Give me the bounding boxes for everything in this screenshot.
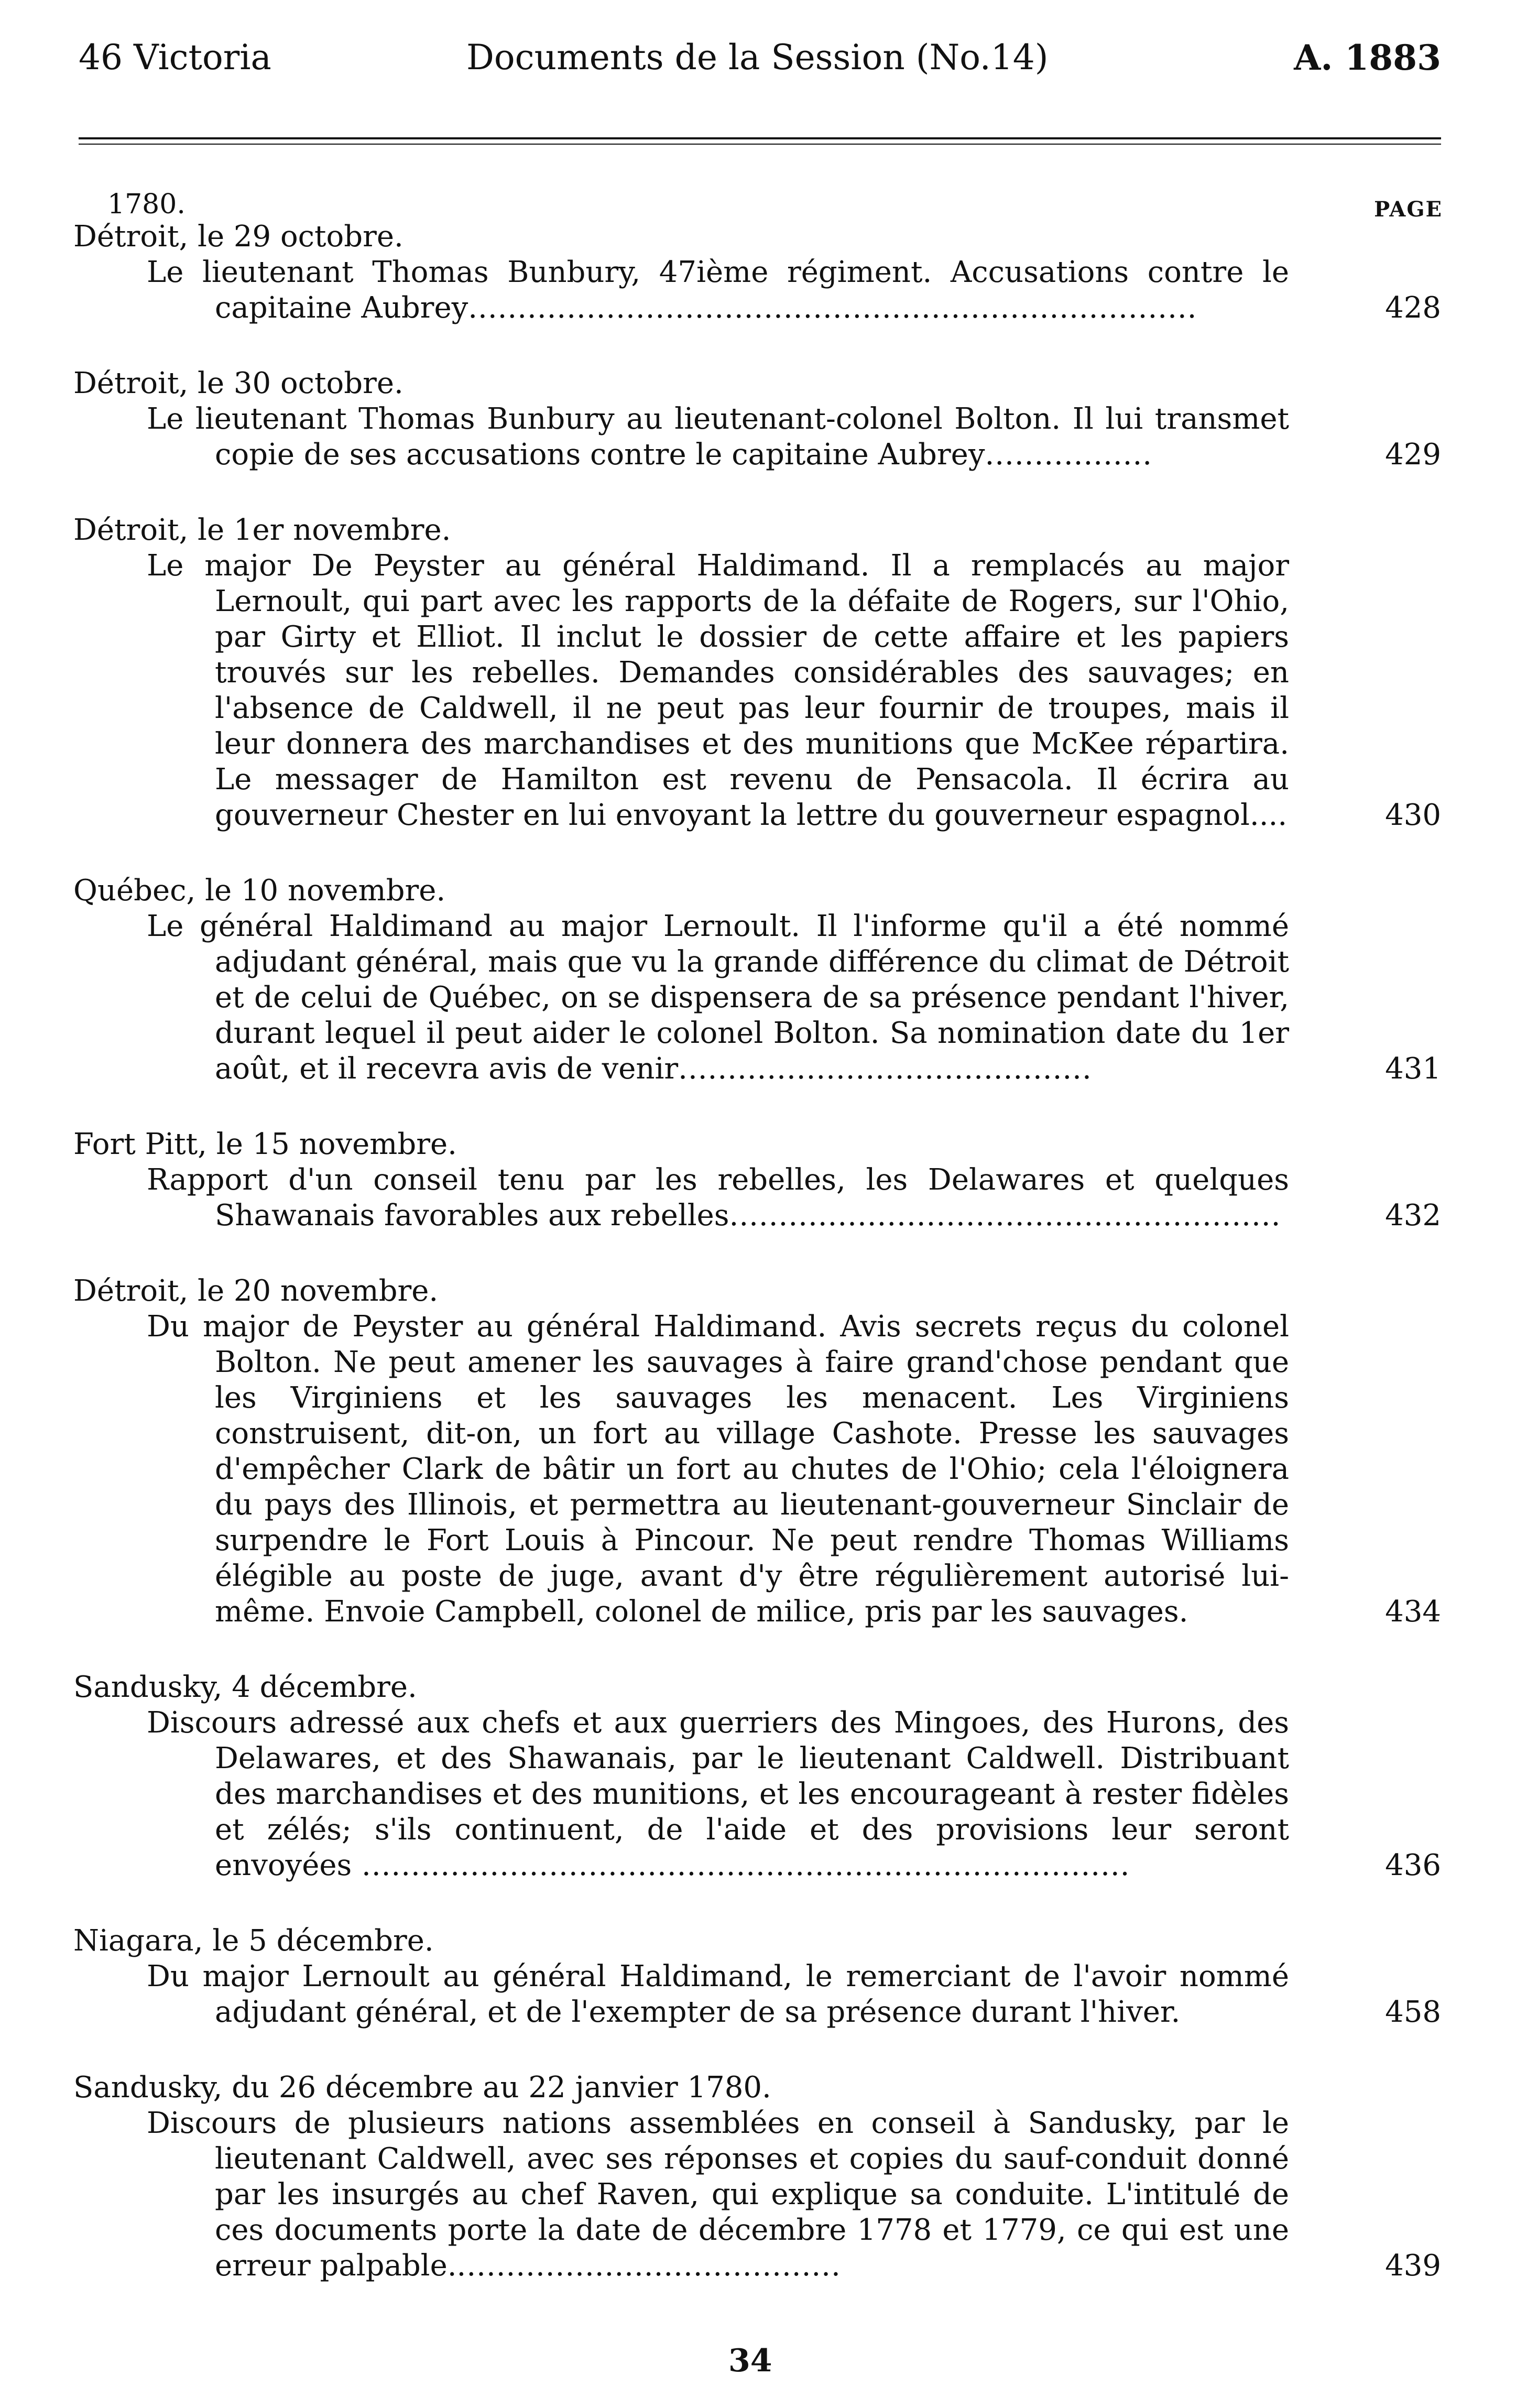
running-header — [79, 26, 1441, 89]
entry-description — [73, 1162, 1441, 1234]
entry-page-number: 428 — [1385, 291, 1441, 325]
header-rule — [79, 137, 1441, 139]
page-folio: 34 — [728, 2342, 772, 2379]
section-year: 1780. — [107, 189, 186, 220]
page-column-label: PAGE — [1374, 197, 1443, 222]
leader-dots: .......................................................................... — [468, 291, 1197, 325]
entry-description — [73, 909, 1441, 1087]
entry-page-number: 429 — [1385, 438, 1441, 472]
list-item — [73, 219, 1441, 326]
entry-page-number: 431 — [1385, 1052, 1441, 1086]
header-year: A. 1883 — [1294, 37, 1441, 78]
entry-place-date: Détroit, le 1er novembre. — [73, 513, 451, 547]
entry-description — [73, 1309, 1441, 1630]
entry-place-date: Sandusky, du 26 décembre au 22 janvier 1780. — [73, 2071, 771, 2105]
entry-text: Du major Lernoult au général Haldimand, le remerciant de l'avoir nommé adjudant général, et de l'exempter de sa présence durant l'hiver. — [147, 1959, 1289, 2029]
list-item — [73, 873, 1441, 1087]
entry-place-date: Québec, le 10 novembre. — [73, 874, 446, 908]
entry-place-date: Sandusky, 4 décembre. — [73, 1670, 417, 1704]
entry-text: Discours adressé aux chefs et aux guerriers des Mingoes, des Hurons, des Delawares, et des Shawanais, par le lieutenant Caldwell. Distribuant des marchandises et des munitions, et les encourageant à rester fidèles et zélés; s'ils continuent, de l'aide et des provisions leur seront envoyées — [147, 1706, 1289, 1882]
entry-place-date: Niagara, le 5 décembre. — [73, 1924, 434, 1958]
leader-dots: .......................................... — [678, 1052, 1092, 1086]
entry-text: Rapport d'un conseil tenu par les rebelles, les Delawares et quelques Shawanais favorables aux rebelles — [147, 1163, 1289, 1233]
leader-dots: .............................................................................. — [352, 1848, 1130, 1882]
entry-place-date: Détroit, le 29 octobre. — [73, 220, 403, 254]
entry-description — [73, 401, 1441, 473]
list-item — [73, 513, 1441, 833]
entry-text: Le général Haldimand au major Lernoult. Il l'informe qu'il a été nommé adjudant général, mais que vu la grande différence du climat de Détroit et de celui de Québec, on se dispensera de sa présence pendant l'hiver, durant lequel il peut aider le colonel Bolton. Sa nomination date du 1er août, et il recevra avis de venir — [147, 909, 1289, 1086]
header-title: Documents de la Session (No.14) — [466, 37, 1049, 78]
entry-description — [73, 255, 1441, 326]
list-item — [73, 1127, 1441, 1234]
entry-description — [73, 2106, 1441, 2284]
entry-description — [73, 1959, 1441, 2030]
entry-text: Le lieutenant Thomas Bunbury, 47ième régiment. Accusations contre le capitaine Aubrey — [147, 255, 1289, 325]
entry-page-number: 439 — [1385, 2249, 1441, 2283]
entries-list — [73, 219, 1441, 2284]
entry-page-number: 432 — [1385, 1198, 1441, 1233]
entry-place-date: Fort Pitt, le 15 novembre. — [73, 1127, 457, 1161]
entry-text: Le lieutenant Thomas Bunbury au lieutenant-colonel Bolton. Il lui transmet copie de ses accusations contre le capitaine Aubrey — [147, 402, 1289, 472]
entry-text: Le major De Peyster au général Haldimand. Il a remplacés au major Lernoult, qui part avec les rapports de la défaite de Rogers, sur l'Ohio, par Girty et Elliot. Il inclut le dossier de cette affaire et les papiers trouvés sur les rebelles. Demandes considérables des sauvages; en l'absence de Caldwell, il ne peut pas leur fournir de troupes, mais il leur donnera des marchandises et des munitions que McKee répartira. Le messager de Hamilton est revenu de Pensacola. Il écrira au gouverneur Chester en lui envoyant la lettre du gouverneur espagnol.... — [147, 549, 1289, 832]
entry-place-date: Détroit, le 20 novembre. — [73, 1274, 439, 1308]
entry-description — [73, 548, 1441, 833]
entry-page-number: 430 — [1385, 798, 1441, 832]
entry-place-date: Détroit, le 30 octobre. — [73, 366, 403, 400]
leader-dots: ........................................................ — [729, 1198, 1281, 1233]
leader-dots: ................. — [985, 438, 1153, 472]
list-item — [73, 1923, 1441, 2030]
header-volume: 46 Victoria — [79, 37, 271, 78]
list-item — [73, 366, 1441, 473]
entry-page-number: 436 — [1385, 1848, 1441, 1882]
leader-dots: ....................................... — [456, 2249, 841, 2283]
entry-description — [73, 1705, 1441, 1883]
list-item — [73, 1273, 1441, 1630]
list-item — [73, 1670, 1441, 1883]
entry-text: Du major de Peyster au général Haldimand. Avis secrets reçus du colonel Bolton. Ne peut amener les sauvages à faire grand'chose pendant que les Virginiens et les sauvages les menacent. Les Virginiens construisent, dit-on, un fort au village Cashote. Presse les sauvages d'empêcher Clark de bâtir un fort au chutes de l'Ohio; cela l'éloignera du pays des Illinois, et permettra au lieutenant-gouverneur Sinclair de surpendre le Fort Louis à Pincour. Ne peut rendre Thomas Williams élégible au poste de juge, avant d'y être régulièrement autorisé lui-même. Envoie Campbell, colonel de milice, pris par les sauvages. — [147, 1310, 1289, 1629]
list-item — [73, 2070, 1441, 2284]
entry-text: Discours de plusieurs nations assemblées en conseil à Sandusky, par le lieutenant Caldwell, avec ses réponses et copies du sauf-conduit donné par les insurgés au chef Raven, qui explique sa conduite. L'intitulé de ces documents porte la date de décembre 1778 et 1779, ce qui est une erreur palpable. — [147, 2106, 1289, 2283]
entry-page-number: 458 — [1385, 1995, 1441, 2029]
header-rule-thin — [79, 144, 1441, 145]
entry-page-number: 434 — [1385, 1595, 1441, 1629]
